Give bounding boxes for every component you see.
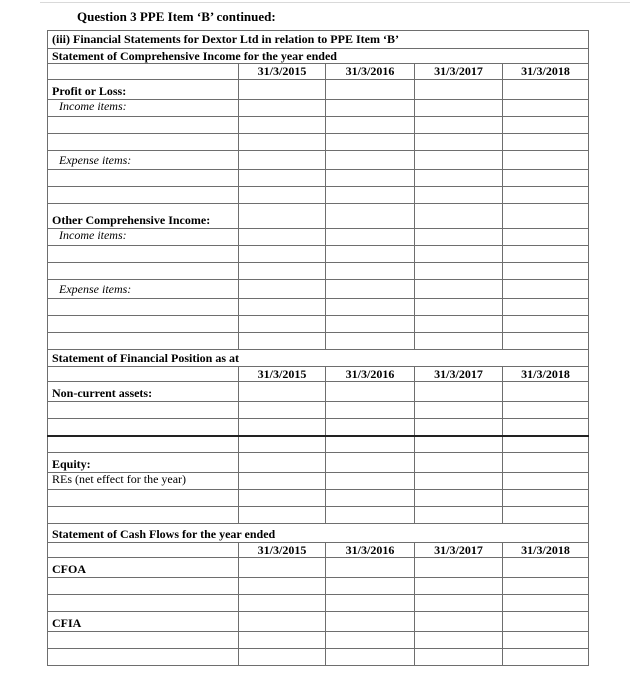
table-row [48,402,589,419]
soci-title: Statement of Comprehensive Income for the year ended [48,49,589,64]
socf-date-2015: 31/3/2015 [239,543,326,558]
table-row [48,299,589,316]
socf-title: Statement of Cash Flows for the year ended [48,524,589,543]
oci-expense-items-label: Expense items: [48,280,239,299]
table-row [48,246,589,263]
table-row [48,170,589,187]
table-row [48,100,589,117]
sofp-date-row [48,367,589,382]
sofp-date-2016: 31/3/2016 [326,367,415,382]
cfia-label: CFIA [48,612,239,632]
soci-date-2018: 31/3/2018 [503,64,589,80]
table-row [48,187,589,204]
sofp-date-2018: 31/3/2018 [503,367,589,382]
table-row [48,453,589,473]
pl-expense-items-label: Expense items: [48,151,239,170]
table-row [48,229,589,246]
table-title: (iii) Financial Statements for Dextor Ltd in relation to PPE Item ‘B’ [48,31,589,49]
table-row [48,117,589,134]
oci-income-items-label: Income items: [48,229,239,246]
socf-date-2016: 31/3/2016 [326,543,415,558]
pl-income-items-label: Income items: [48,100,239,117]
table-row [48,612,589,632]
table-row [48,280,589,299]
table-row [48,419,589,436]
table-row [48,333,589,350]
financial-statements-table [47,30,589,666]
table-row [48,80,589,100]
table-row [48,134,589,151]
table-row [48,632,589,649]
soci-date-2016: 31/3/2016 [326,64,415,80]
table-row [48,595,589,612]
sofp-title: Statement of Financial Position as at [48,350,589,367]
question-heading: Question 3 PPE Item ‘B’ continued: [77,9,276,24]
table-row [48,204,589,229]
cfoa-label: CFOA [48,558,239,578]
table-row [48,649,589,666]
table-row [48,436,589,453]
table-row [48,316,589,333]
soci-date-2015: 31/3/2015 [239,64,326,80]
res-label: REs (net effect for the year) [48,473,239,490]
table-row [48,263,589,280]
sofp-date-2017: 31/3/2017 [415,367,503,382]
oci-label: Other Comprehensive Income: [48,204,239,229]
table-row [48,473,589,490]
socf-date-row [48,543,589,558]
socf-date-2017: 31/3/2017 [415,543,503,558]
equity-label: Equity: [48,453,239,473]
non-current-assets-label: Non-current assets: [48,382,239,402]
table-row [48,507,589,524]
table-row [48,151,589,170]
table-row [48,382,589,402]
socf-date-2018: 31/3/2018 [503,543,589,558]
table-row [48,490,589,507]
soci-date-2017: 31/3/2017 [415,64,503,80]
table-row [48,558,589,578]
soci-date-row [48,64,589,80]
sofp-date-2015: 31/3/2015 [239,367,326,382]
table-row [48,578,589,595]
profit-or-loss-label: Profit or Loss: [48,80,239,100]
